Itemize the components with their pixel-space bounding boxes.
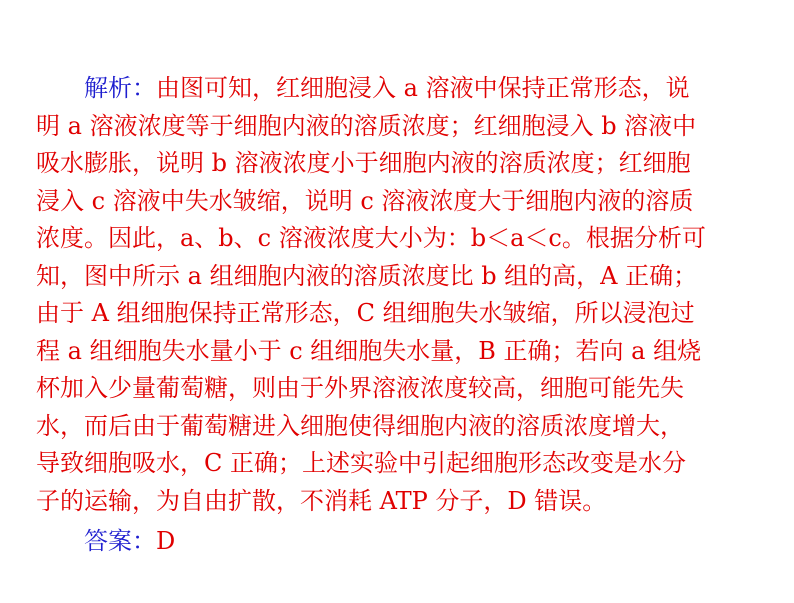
answer-label: 答案： — [84, 527, 156, 555]
analysis-line-8: 程 a 组细胞失水量小于 c 组细胞失水量，B 正确；若向 a 组烧 — [36, 336, 702, 365]
analysis-line-9: 杯加入少量葡萄糖，则由于外界溶液浓度较高，细胞可能先失 — [36, 374, 684, 402]
analysis-line-5: 浓度。因此，a、b、c 溶液浓度大小为：b＜a＜c。根据分析可 — [36, 224, 706, 252]
analysis-text: 由图可知，红细胞浸入 a 溶液中保持正常形态，说 — [156, 74, 690, 102]
analysis-line-2: 明 a 溶液浓度等于细胞内液的溶质浓度；红细胞浸入 b 溶液中 — [36, 111, 697, 140]
analysis-line-6: 知，图中所示 a 组细胞内液的溶质浓度比 b 组的高，A 正确； — [36, 261, 698, 290]
analysis-line-12: 子的运输，为自由扩散，不消耗 ATP 分子，D 错误。 — [36, 486, 607, 515]
answer-value: D — [156, 527, 176, 555]
analysis-line-10: 水，而后由于葡萄糖进入细胞使得细胞内液的溶质浓度增大， — [36, 411, 684, 440]
analysis-line-4: 浸入 c 溶液中失水皱缩，说明 c 溶液浓度大于细胞内液的溶质 — [36, 186, 694, 215]
analysis-line-1 — [36, 70, 776, 108]
analysis-label: 解析： — [84, 74, 156, 102]
analysis-paragraph — [36, 70, 776, 520]
answer-line — [84, 523, 175, 561]
analysis-line-3: 吸水膨胀，说明 b 溶液浓度小于细胞内液的溶质浓度；红细胞 — [36, 149, 691, 177]
analysis-line-11: 导致细胞吸水，C 正确；上述实验中引起细胞形态改变是水分 — [36, 449, 686, 477]
analysis-line-7: 由于 A 组细胞保持正常形态，C 组细胞失水皱缩，所以浸泡过 — [36, 299, 695, 327]
